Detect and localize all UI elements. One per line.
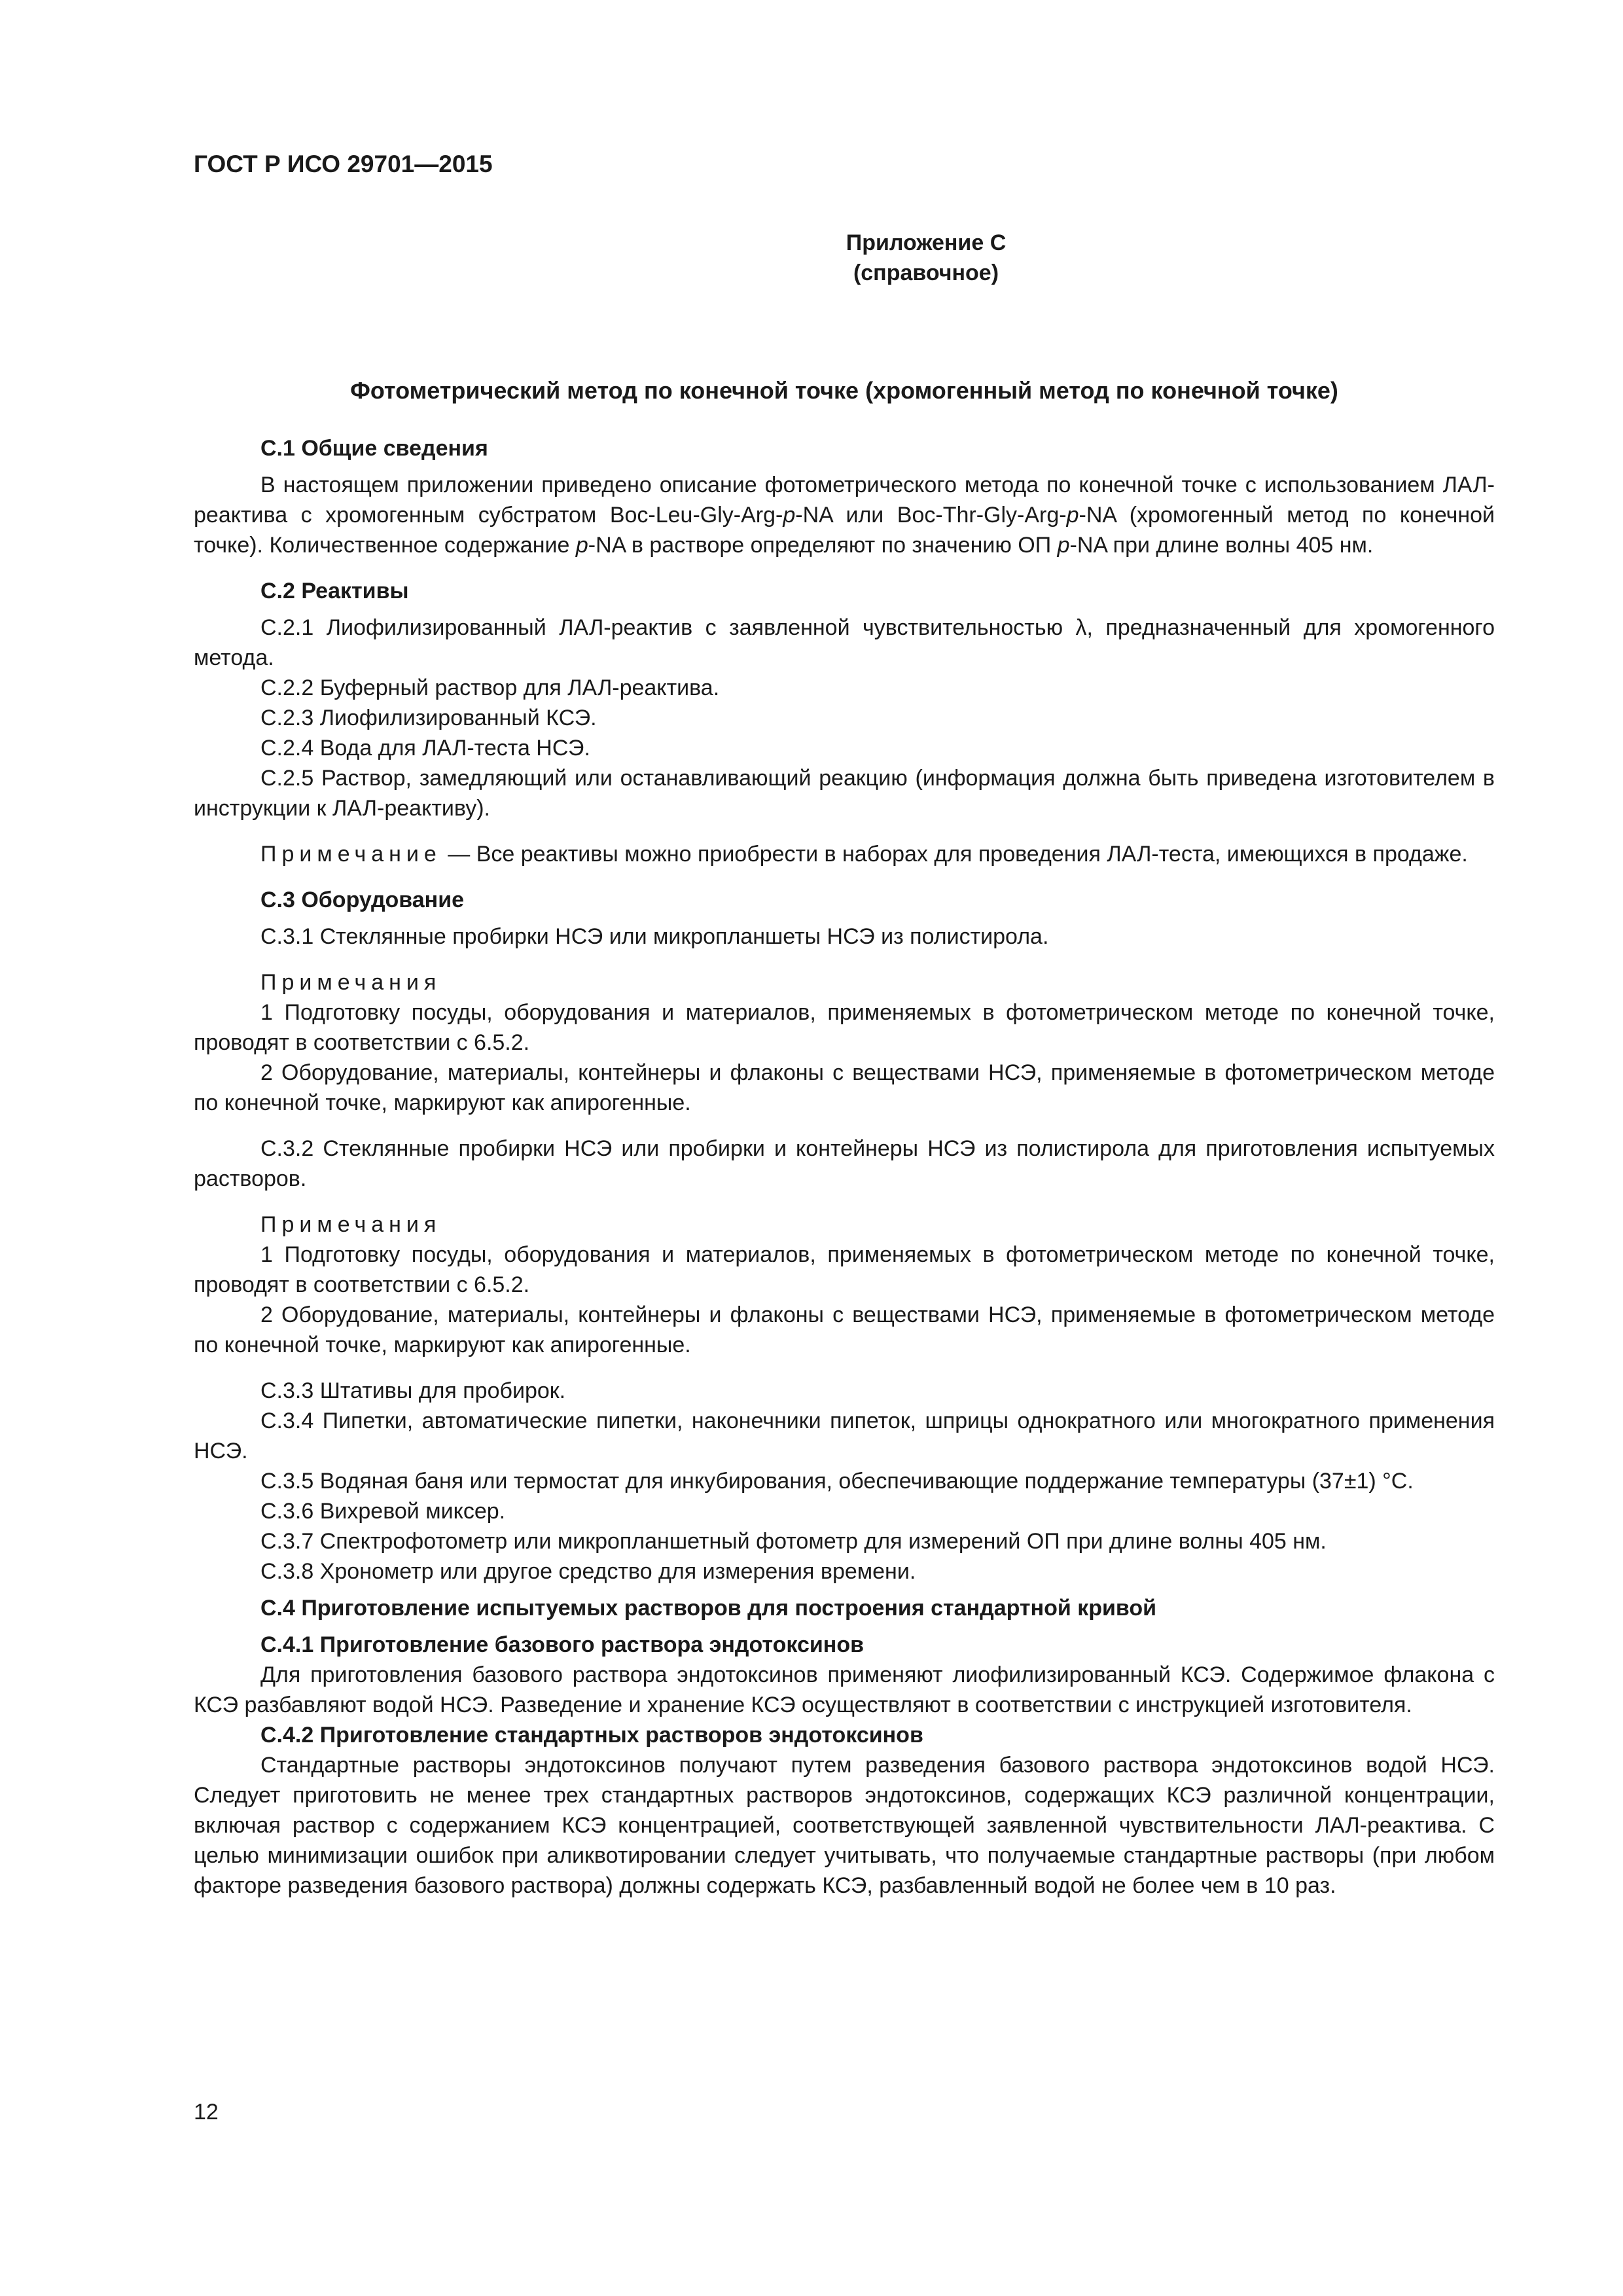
list-item: С.2.4 Вода для ЛАЛ-теста НСЭ.: [260, 736, 590, 761]
notes-label-text: Примечания: [260, 970, 442, 995]
subsection-c41-paragraph: Для приготовления базового раствора эндотоксинов применяют лиофилизированный КСЭ. Содержимое флакона с КСЭ разбавляют водой НСЭ. Разведение и хранение КСЭ осуществляют в соответствии с инструкцией изготовителя.: [194, 1662, 1495, 1717]
list-item: С.3.7 Спектрофотометр или микропланшетный фотометр для измерений ОП при длине волны 405 нм.: [260, 1529, 1327, 1554]
appendix-type: (справочное): [853, 260, 999, 285]
note: [194, 839, 1495, 869]
notes-label: [194, 967, 1495, 997]
subsection-heading-c41: С.4.1 Приготовление базового раствора эндотоксинов: [260, 1632, 864, 1657]
list-item: С.2.5 Раствор, замедляющий или останавливающий реакцию (информация должна быть приведена изготовителем в инструкции к ЛАЛ-реактиву).: [194, 766, 1495, 821]
section-heading-c4: С.4 Приготовление испытуемых растворов для построения стандартной кривой: [260, 1596, 1157, 1621]
text-run: -NA (хромогенный метод по конечной точке). Количественное содержание: [194, 503, 1495, 558]
document-title: Фотометрический метод по конечной точке (хромогенный метод по конечной точке): [350, 377, 1338, 404]
section-heading-c2: С.2 Реактивы: [260, 579, 409, 603]
section-heading-c3: С.3 Оборудование: [260, 888, 465, 912]
list-item: С.3.4 Пипетки, автоматические пипетки, наконечники пипеток, шприцы однократного или многократного применения НСЭ.: [194, 1408, 1495, 1463]
section-c1-paragraph: [194, 470, 1495, 560]
document-body: [194, 433, 1495, 1901]
text-run-italic: p: [1066, 503, 1079, 528]
subsection-c42-paragraph: Стандартные растворы эндотоксинов получают путем разведения базового раствора эндотоксинов водой НСЭ. Следует приготовить не менее трех стандартных растворов эндотоксинов, содержащих КСЭ различной концентрации, включая раствор с содержанием КСЭ концентрацией, соответствующей заявленной чувствительности ЛАЛ-реактива. С целью минимизации ошибок при аликвотировании следует учитывать, что получаемые стандартные растворы (при любом факторе разведения базового раствора) должны содержать КСЭ, разбавленный водой не более чем в 10 раз.: [194, 1753, 1495, 1898]
notes-label: [194, 1210, 1495, 1240]
standard-code: ГОСТ Р ИСО 29701—2015: [194, 151, 493, 177]
list-item: С.3.8 Хронометр или другое средство для измерения времени.: [260, 1559, 916, 1584]
text-run-italic: p: [1057, 533, 1070, 558]
list-item: С.2.2 Буферный раствор для ЛАЛ-реактива.: [260, 675, 720, 700]
list-item: С.3.5 Водяная баня или термостат для инкубирования, обеспечивающие поддержание температуры (37±1) °С.: [260, 1469, 1414, 1494]
text-run: -NA или Boc-Thr-Gly-Arg-: [795, 503, 1067, 528]
appendix-heading: [0, 228, 1623, 288]
note-label: Примечание: [260, 842, 442, 867]
list-item: С.3.2 Стеклянные пробирки НСЭ или пробирки и контейнеры НСЭ из полистирола для приготовления испытуемых растворов.: [194, 1136, 1495, 1191]
list-item: С.3.3 Штативы для пробирок.: [260, 1378, 566, 1403]
list-item: С.2.1 Лиофилизированный ЛАЛ-реактив с заявленной чувствительностью λ, предназначенный для хромогенного метода.: [194, 615, 1495, 670]
notes-label-text: Примечания: [260, 1212, 442, 1237]
note-item: 1 Подготовку посуды, оборудования и материалов, применяемых в фотометрическом методе по конечной точке, проводят в соответствии с 6.5.2.: [194, 1242, 1495, 1297]
page-number: 12: [194, 2100, 219, 2125]
note-item: 2 Оборудование, материалы, контейнеры и флаконы с веществами НСЭ, применяемые в фотометрическом методе по конечной точке, маркируют как апирогенные.: [194, 1060, 1495, 1115]
text-run: -NA в растворе определяют по значению ОП: [588, 533, 1058, 558]
text-run-italic: p: [783, 503, 796, 528]
text-run: В настоящем приложении приведено описание фотометрического метода по конечной точке с использованием ЛАЛ-реактива с хромогенным субстратом Boc-Leu-Gly-Arg-: [194, 473, 1495, 528]
list-item: С.3.6 Вихревой миксер.: [260, 1499, 506, 1524]
section-heading-c1: С.1 Общие сведения: [260, 436, 488, 461]
appendix-label: Приложение С: [846, 230, 1007, 255]
text-run: -NA при длине волны 405 нм.: [1069, 533, 1374, 558]
note-item: 2 Оборудование, материалы, контейнеры и флаконы с веществами НСЭ, применяемые в фотометрическом методе по конечной точке, маркируют как апирогенные.: [194, 1302, 1495, 1357]
list-item: С.3.1 Стеклянные пробирки НСЭ или микропланшеты НСЭ из полистирола.: [260, 924, 1049, 949]
subsection-heading-c42: С.4.2 Приготовление стандартных растворов эндотоксинов: [260, 1723, 923, 1748]
note-text: — Все реактивы можно приобрести в наборах для проведения ЛАЛ-теста, имеющихся в продаже.: [441, 842, 1468, 867]
note-item: 1 Подготовку посуды, оборудования и материалов, применяемых в фотометрическом методе по конечной точке, проводят в соответствии с 6.5.2.: [194, 1000, 1495, 1055]
list-item: С.2.3 Лиофилизированный КСЭ.: [260, 706, 597, 730]
text-run-italic: p: [575, 533, 588, 558]
